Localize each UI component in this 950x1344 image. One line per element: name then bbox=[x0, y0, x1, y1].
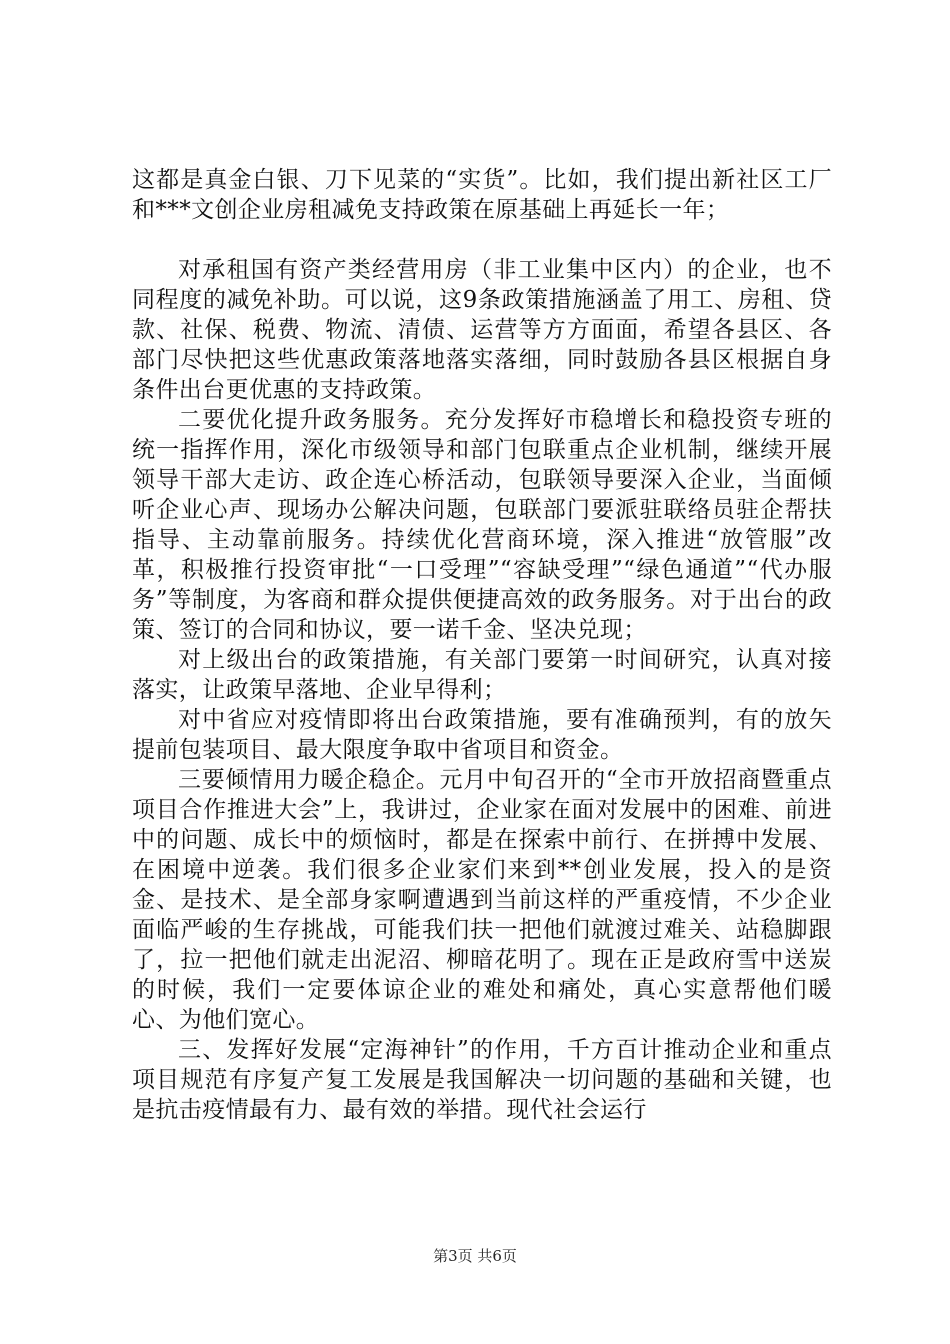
paragraph-3: 二要优化提升政务服务。充分发挥好市稳增长和稳投资专班的统一指挥作用，深化市级领导和部门包联重点企业机制，继续开展领导干部大走访、政企连心桥活动，包联领导要深入企业，当面倾听企业心声、现场办公解决问题，包联部门要派驻联络员驻企帮扶指导、主动靠前服务。持续优化营商环境，深入推进“放管服”改革，积极推行投资审批“一口受理”“容缺受理”“绿色通道”“代办服务”等制度，为客商和群众提供便捷高效的政务服务。对于出台的政策、签订的合同和协议，要一诺千金、坚决兑现； bbox=[132, 407, 832, 643]
paragraph-2: 对承租国有资产类经营用房（非工业集中区内）的企业，也不同程度的减免补助。可以说，这9条政策措施涵盖了用工、房租、贷款、社保、税费、物流、清债、运营等方方面面，希望各县区、各部门尽快把这些优惠政策落地落实落细，同时鼓励各县区根据自身条件出台更优惠的支持政策。 bbox=[132, 257, 832, 403]
paragraph-4: 对上级出台的政策措施，有关部门要第一时间研究，认真对接落实，让政策早落地、企业早得利； bbox=[132, 647, 832, 703]
paragraph-1: 这都是真金白银、刀下见菜的“实货”。比如，我们提出新社区工厂和***文创企业房租减免支持政策在原基础上再延长一年； bbox=[132, 167, 832, 223]
page-footer bbox=[0, 1246, 950, 1266]
paragraph-6: 三要倾情用力暖企稳企。元月中旬召开的“全市开放招商暨重点项目合作推进大会”上，我讲过，企业家在面对发展中的困难、前进中的问题、成长中的烦恼时，都是在探索中前行、在拼搏中发展、在困境中逆袭。我们很多企业家们来到**创业发展，投入的是资金、是技术、是全部身家啊遭遇到当前这样的严重疫情，不少企业面临严峻的生存挑战，可能我们扶一把他们就渡过难关、站稳脚跟了，拉一把他们就走出泥沼、柳暗花明了。现在正是政府雪中送炭的时候，我们一定要体谅企业的难处和痛处，真心实意帮他们暖心、为他们宽心。 bbox=[132, 767, 832, 1033]
paragraph-7: 三、发挥好发展“定海神针”的作用，千方百计推动企业和重点项目规范有序复产复工发展是我国解决一切问题的基础和关键，也是抗击疫情最有力、最有效的举措。现代社会运行 bbox=[132, 1037, 832, 1123]
paragraph-5: 对中省应对疫情即将出台政策措施，要有准确预判，有的放矢提前包装项目、最大限度争取中省项目和资金。 bbox=[132, 707, 832, 763]
page-number-label: 第3页 共6页 bbox=[433, 1247, 517, 1265]
document-body bbox=[132, 165, 832, 1125]
